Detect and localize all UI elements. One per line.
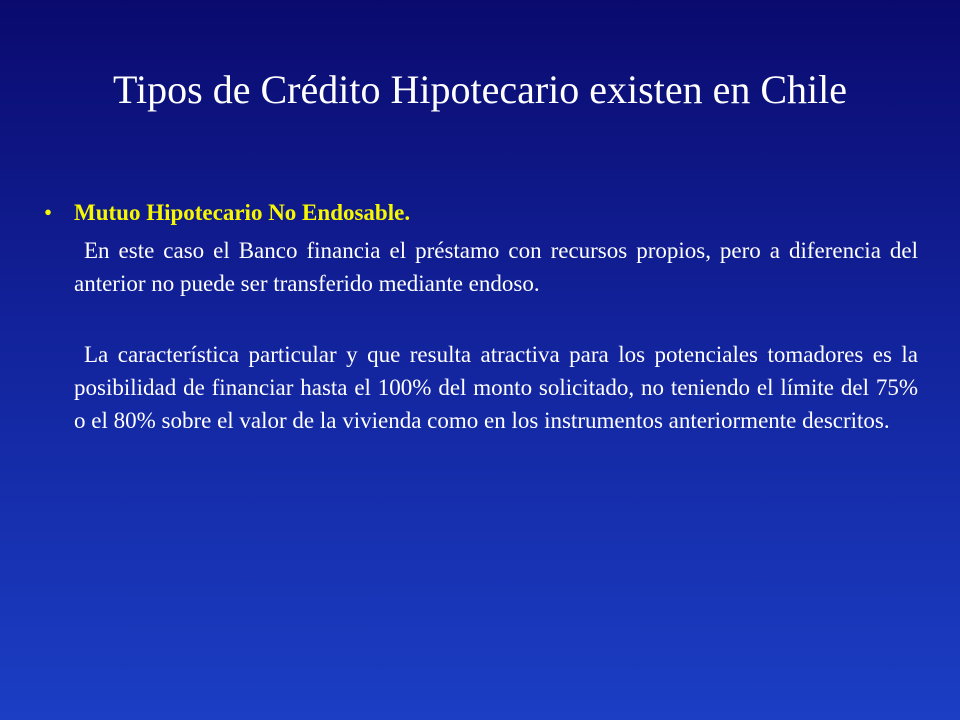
bullet-marker: • <box>44 200 53 225</box>
slide-title: Tipos de Crédito Hipotecario existen en Chile <box>113 67 847 112</box>
paragraph-1: En este caso el Banco financia el préstamo con recursos propios, pero a diferencia del anterior no puede ser transferido mediante endoso. <box>74 238 918 296</box>
slide-content <box>44 196 918 437</box>
bullet-item <box>44 196 918 230</box>
paragraph-2: La característica particular y que resulta atractiva para los potenciales tomadores es la posibilidad de financiar hasta el 100% del monto solicitado, no teniendo el límite del 75% o el 80% sobre el valor de la vivienda como en los instrumentos anteriormente descritos. <box>74 342 918 433</box>
bullet-heading: Mutuo Hipotecario No Endosable. <box>74 200 411 225</box>
